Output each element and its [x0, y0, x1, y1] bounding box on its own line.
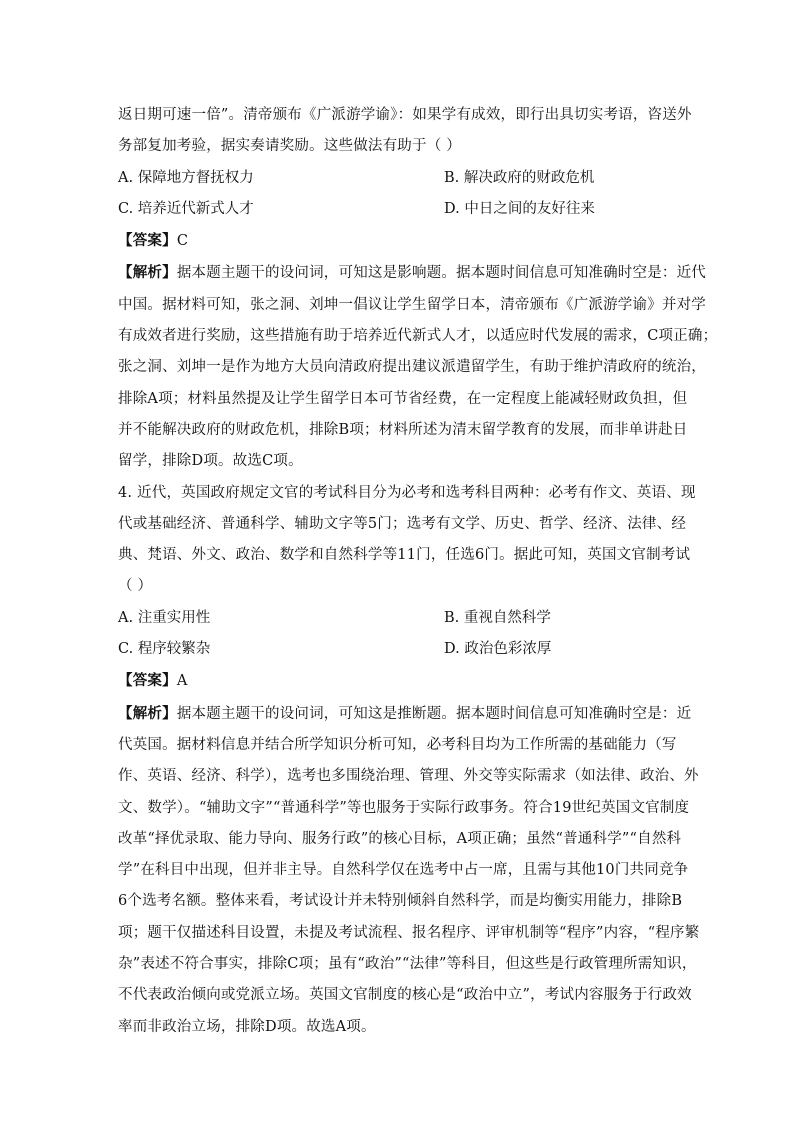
analysis-label: 【解析】: [118, 264, 177, 282]
q4-option-b: B. 重视自然科学: [444, 609, 551, 626]
q3-analysis-line: 中国。据材料可知，张之洞、刘坤一倡议让学生留学日本，清帝颁布《广派游学谕》并对学: [118, 296, 706, 313]
q3-analysis-line: 留学，排除D项。故选C项。: [118, 453, 303, 470]
q4-analysis-line: 作、英语、经济、科学），选考也多围绕治理、管理、外交等实际需求（如法律、政治、外: [118, 768, 699, 785]
q4-stem-line: 代或基础经济、普通科学、辅助文字等5门；选考有文学、历史、哲学、经济、法律、经: [118, 515, 687, 532]
q3-stem-line: 返日期可速一倍”。清帝颁布《广派游学谕》：如果学有成效，即行出具切实考语，咨送外: [118, 107, 692, 123]
q4-stem-line: （ ）: [118, 578, 153, 595]
q3-analysis-line: 有成效者进行奖励，这些措施有助于培养近代新式人才，以适应时代发展的需求，C项正确；: [118, 328, 718, 345]
q4-analysis-line: 率而非政治立场，排除D项。故选A项。: [118, 1018, 376, 1035]
q4-stem-line: 4. 近代，英国政府规定文官的考试科目分为必考和选考科目两种：必考有作文、英语、现: [118, 484, 696, 501]
q3-options-row: [118, 163, 678, 194]
analysis-label: 【解析】: [118, 704, 177, 722]
q3-analysis-line: [118, 257, 707, 289]
q4-analysis-line: 改革“择优录取、能力导向、服务行政”的核心目标，A项正确；虽然“普通科学”“自然科: [118, 830, 682, 847]
analysis-text: 据本题主题干的设问词，可知这是推断题。据本题时间信息可知准确时空是：近: [176, 705, 692, 722]
q3-analysis-line: 张之洞、刘坤一是作为地方大员向清政府提出建议派遣留学生，有助于维护清政府的统治，: [118, 359, 706, 376]
q3-analysis-line: 并不能解决政府的财政危机，排除B项；材料所述为清末留学教育的发展，而非单讲赴日: [118, 421, 688, 438]
q3-option-b: B. 解决政府的财政危机: [444, 169, 595, 186]
q4-analysis-line: 杂”表述不符合事实，排除C项；虽有“政治”“法律”等科目，但这些是行政管理所需知识，: [118, 956, 697, 973]
answer-value: C: [176, 233, 189, 250]
q4-option-c: C. 程序较繁杂: [118, 641, 211, 658]
answer-label: 【答案】: [118, 672, 177, 690]
answer-value: A: [176, 673, 188, 690]
q4-analysis-line: 项；题干仅描述科目设置，未提及考试流程、报名程序、评审机制等“程序”内容，“程序繁: [118, 924, 700, 941]
answer-label: 【答案】: [118, 232, 177, 250]
analysis-text: 据本题主题干的设问词，可知这是影响题。据本题时间信息可知准确时空是：近代: [176, 265, 707, 282]
q4-analysis-line: 不代表政治倾向或党派立场。英国文官制度的核心是“政治中立”，考试内容服务于行政效: [118, 987, 692, 1004]
q4-analysis-line: [118, 698, 692, 730]
q3-analysis-line: 排除A项；材料虽然提及让学生留学日本可节省经费，在一定程度上能减轻财政负担，但: [118, 390, 688, 407]
q3-answer: [118, 225, 678, 257]
q4-analysis-line: 学”在科目中出现，但并非主导。自然科学仅在选考中占一席，且需与其他10门共同竞争: [118, 862, 689, 879]
q4-options-row: [118, 634, 678, 665]
q4-stem-line: 典、梵语、外文、政治、数学和自然科学等11门，任选6门。据此可知，英国文官制考试: [118, 547, 691, 564]
q4-analysis-line: 文、数学）。“辅助文字”“普通科学”等也服务于实际行政事务。符合19世纪英国文官制度: [118, 799, 690, 816]
q3-option-a: A. 保障地方督抚权力: [118, 169, 254, 186]
q3-option-d: D. 中日之间的友好往来: [444, 200, 595, 217]
q4-analysis-line: 6个选考名额。整体来看，考试设计并未特别倾斜自然科学，而是均衡实用能力，排除B: [118, 893, 683, 910]
q4-answer: [118, 665, 678, 697]
document-page: [118, 100, 718, 1043]
q3-stem-line: 务部复加考验，据实奏请奖励。这些做法有助于（ ）: [118, 138, 461, 155]
q4-options-row: [118, 603, 678, 634]
q3-options-row: [118, 194, 678, 225]
q4-analysis-line: 代英国。据材料信息并结合所学知识分析可知，必考科目均为工作所需的基础能力（写: [118, 736, 677, 753]
q3-option-c: C. 培养近代新式人才: [118, 200, 254, 217]
q4-option-d: D. 政治色彩浓厚: [444, 641, 552, 658]
q4-option-a: A. 注重实用性: [118, 609, 211, 626]
